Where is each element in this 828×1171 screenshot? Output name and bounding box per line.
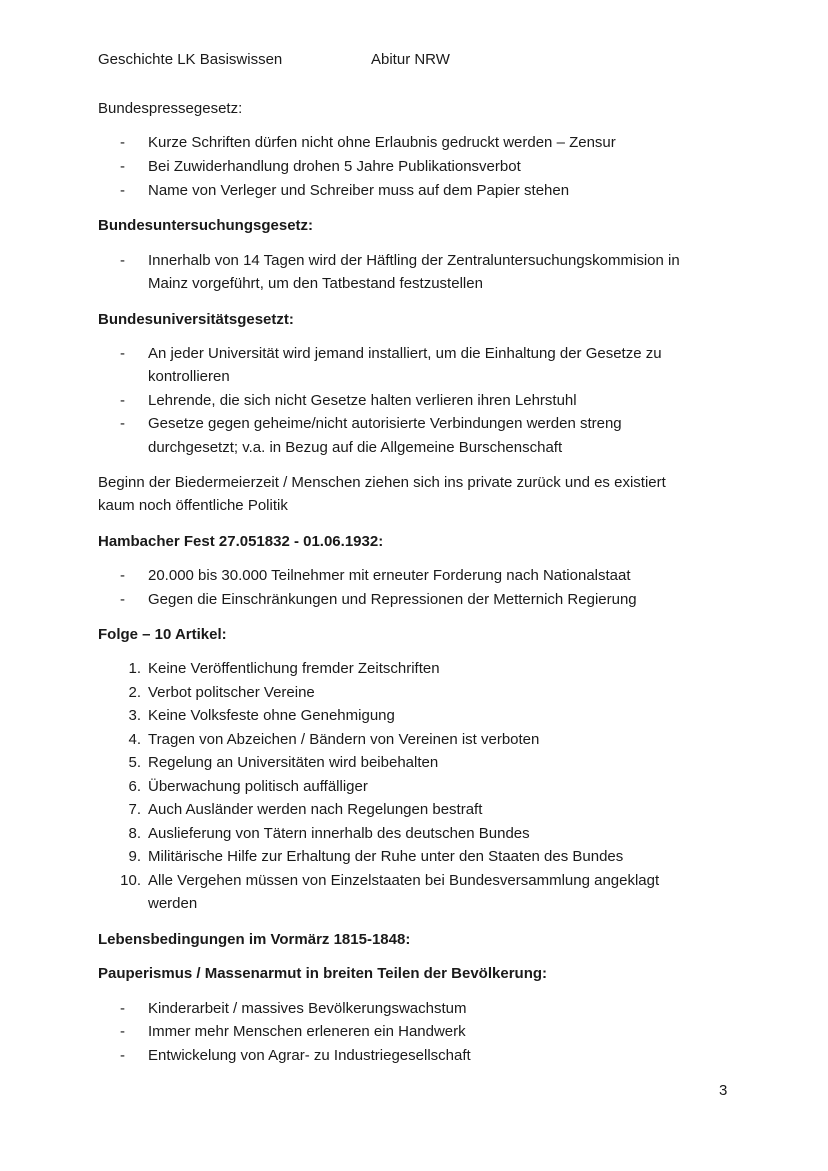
bullet-marker: - <box>120 392 125 409</box>
bullet-marker: - <box>120 567 125 584</box>
bullet-marker: - <box>120 415 125 432</box>
bullet-marker: - <box>120 591 125 608</box>
item-number: 3. <box>128 707 141 724</box>
bullet-marker: - <box>120 252 125 269</box>
bullet-marker: - <box>120 134 125 151</box>
item-number: 1. <box>128 660 141 677</box>
header-exam: Abitur NRW <box>371 51 450 68</box>
bullet-marker: - <box>120 1047 125 1064</box>
heading-folge-artikel: Folge – 10 Artikel: <box>98 626 227 643</box>
item-number: 4. <box>128 731 141 748</box>
heading-bundespressegesetz: Bundespressegesetz: <box>98 100 243 117</box>
item-number: 7. <box>128 801 141 818</box>
bullet-marker: - <box>120 182 125 199</box>
item-number: 9. <box>128 848 141 865</box>
bullet-marker: - <box>120 345 125 362</box>
bullet-marker: - <box>120 1023 125 1040</box>
item-number: 10. <box>120 872 141 889</box>
item-number: 2. <box>128 684 141 701</box>
heading-lebensbedingungen: Lebensbedingungen im Vormärz 1815-1848: <box>98 931 411 948</box>
item-number: 5. <box>128 754 141 771</box>
heading-bundesuniversitaetsgesetz: Bundesuniversitätsgesetzt: <box>98 311 294 328</box>
heading-hambacher-fest: Hambacher Fest 27.051832 - 01.06.1932: <box>98 533 384 550</box>
document-page: Geschichte LK Basiswissen Abitur NRW Bundespressegesetz: - Kurze Schriften dürfen nicht ohne Erlaubnis gedruckt werden – Zensur - Bei Zuwiderhandlung drohen 5 Jahre Publikationsverbot - Name von Verleger und Schreiber muss auf dem Papier stehen Bundesuntersuchungsgesetz: - Innerhalb von 14 Tagen wird der Häftling der Zentraluntersuchungskommision in Mainz vorgeführt, um den Tatbestand festzustellen Bundesuniversitätsgesetzt: - An jeder Universität wird jemand installiert, um die Einhaltung der Gesetze zu kontrollieren - Lehrende, die sich nicht Gesetze halten verlieren ihren Lehrstuhl - Gesetze gegen geheime/nicht autorisierte Verbindungen werden streng durchgesetzt; v.a. in Bezug auf die Allgemeine Burschenschaft Beginn der Biedermeierzeit / Menschen ziehen sich ins private zurück und es existiert kaum noch öffentliche Politik Hambacher Fest 27.051832 - 01.06.1932: - 20.000 bis 30.000 Teilnehmer mit erneuter Forderung nach Nationalstaat - Gegen die Einschränkungen und Repressionen der Metternich Regierung Folge – 10 Artikel: 1. Keine Veröffentlichung fremder Zeitschriften 2. Verbot politscher Vereine 3. Keine Volksfeste ohne Genehmigung 4. Tragen von Abzeichen / Bändern von Vereinen ist verboten 5. Regelung an Universitäten wird beibehalten 6. Überwachung politisch auffälliger 7. Auch Ausländer werden nach Regelungen bestraft 8. Auslieferung von Tätern innerhalb des deutschen Bundes 9. Militärische Hilfe zur Erhaltung der Ruhe unter den Staaten des Bundes 10. Alle Vergehen müssen von Einzelstaaten bei Bundesversammlung angeklagt werden Lebensbedingungen im Vormärz 1815-1848: Pauperismus / Massenarmut in breiten Teilen der Bevölkerung: - Kinderarbeit / massives Bevölkerungswachstum - Immer mehr Menschen erleneren ein Handwerk - Entwickelung von Agrar- zu Industriegesellschaft 3 <box>0 0 828 1171</box>
item-number: 6. <box>128 778 141 795</box>
bullet-marker: - <box>120 158 125 175</box>
bullet-marker: - <box>120 1000 125 1017</box>
item-number: 8. <box>128 825 141 842</box>
page-number: 3 <box>719 1082 728 1099</box>
heading-pauperismus: Pauperismus / Massenarmut in breiten Teilen der Bevölkerung: <box>98 965 548 982</box>
header-subject: Geschichte LK Basiswissen <box>98 51 283 68</box>
paragraph-biedermeier: Beginn der Biedermeierzeit / Menschen ziehen sich ins private zurück und es existiert kaum noch öffentliche Politik <box>98 474 666 515</box>
heading-bundesuntersuchungsgesetz: Bundesuntersuchungsgesetz: <box>98 217 314 234</box>
